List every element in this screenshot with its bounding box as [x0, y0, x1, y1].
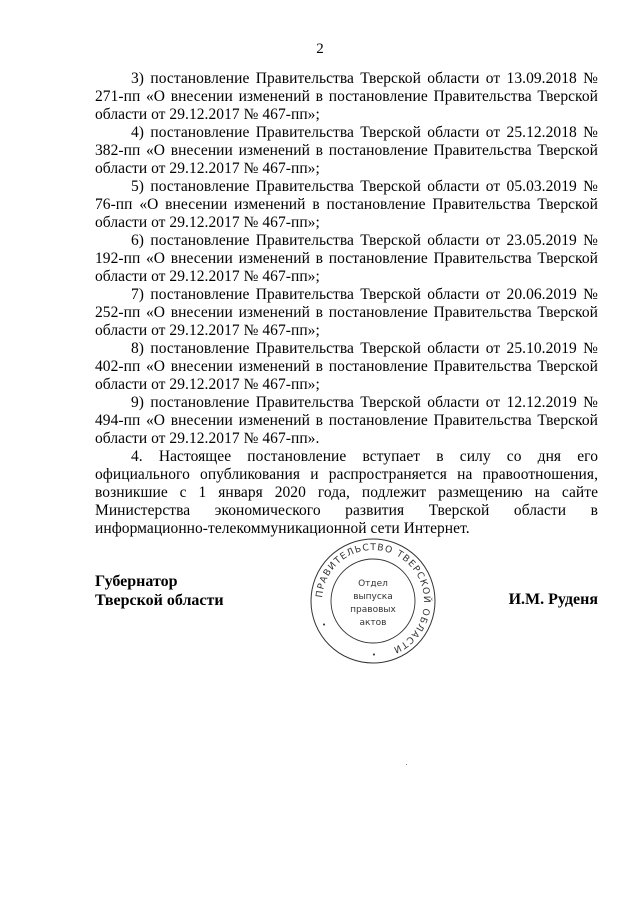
list-item-3: 3) постановление Правительства Тверской области от 13.09.2018 № 271-пп «О внесении изменений в постановление Правительства Тверской области от 29.12.2017 № 467-пп»;	[95, 70, 598, 123]
official-stamp	[308, 536, 438, 666]
signatory-title-line2: Тверской области	[95, 592, 224, 609]
signatory-name: И.М. Руденя	[508, 591, 598, 608]
stamp-center-line4: актов	[359, 618, 387, 628]
list-item-9: 9) постановление Правительства Тверской области от 12.12.2019 № 494-пп «О внесении изменений в постановление Правительства Тверской области от 29.12.2017 № 467-пп».	[95, 394, 598, 447]
stamp-center-line1: Отдел	[358, 579, 388, 589]
stamp-center-line3: правовых	[350, 605, 396, 615]
list-item-6: 6) постановление Правительства Тверской области от 23.05.2019 № 192-пп «О внесении изменений в постановление Правительства Тверской области от 29.12.2017 № 467-пп»;	[95, 232, 598, 285]
stamp-marker-left: •	[322, 621, 327, 629]
page-number: 2	[316, 41, 324, 57]
list-item-7: 7) постановление Правительства Тверской области от 20.06.2019 № 252-пп «О внесении изменений в постановление Правительства Тверской области от 29.12.2017 № 467-пп»;	[95, 286, 598, 339]
list-item-5: 5) постановление Правительства Тверской области от 05.03.2019 № 76-пп «О внесении изменений в постановление Правительства Тверской области от 29.12.2017 № 467-пп»;	[95, 178, 598, 231]
signatory-title-line1: Губернатор	[95, 573, 178, 590]
signatory-title	[95, 572, 224, 610]
list-item-4: 4) постановление Правительства Тверской области от 25.12.2018 № 382-пп «О внесении изменений в постановление Правительства Тверской области от 29.12.2017 № 467-пп»;	[95, 124, 598, 177]
document-body	[95, 70, 598, 538]
stamp-ring-text: ПРАВИТЕЛЬСТВО ТВЕРСКОЙ ОБЛАСТИ	[314, 541, 433, 656]
stamp-center-line2: выпуска	[353, 592, 393, 602]
scan-speck	[406, 764, 407, 765]
clause-4-paragraph: 4. Настоящее постановление вступает в силу со дня его официального опубликования и распространяется на правоотношения, возникшие с 1 января 2020 года, подлежит размещению на сайте Министерства экономического развития Тверской области в информационно-телекоммуникационной сети Интернет.	[95, 448, 598, 537]
stamp-marker-bottom: •	[371, 651, 377, 659]
stamp-seal	[308, 536, 438, 666]
list-item-8: 8) постановление Правительства Тверской области от 25.10.2019 № 402-пп «О внесении изменений в постановление Правительства Тверской области от 29.12.2017 № 467-пп»;	[95, 340, 598, 393]
